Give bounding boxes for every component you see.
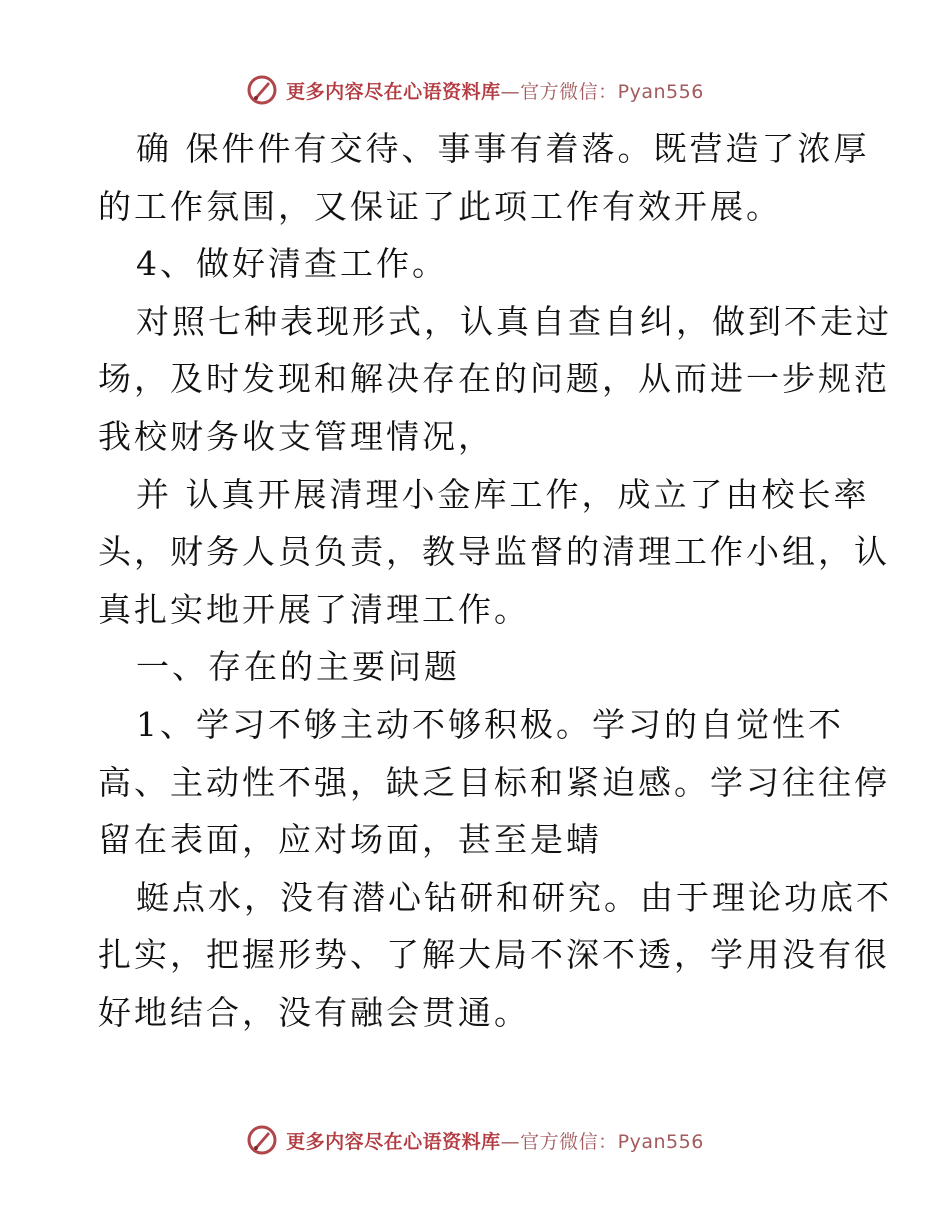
body-line: 1、学习不够主动不够积极。学习的自觉性不 — [136, 704, 844, 744]
body-line: 确 保件件有交待、事事有着落。既营造了浓厚 — [136, 129, 870, 168]
body-line: 的工作氛围，又保证了此项工作有效开展。 — [98, 186, 782, 226]
body-line: 场，及时发现和解决存在的问题，从而进一步规范 — [98, 359, 890, 399]
footer-banner-text — [286, 1127, 704, 1154]
footer-banner — [0, 1120, 950, 1160]
footer-brand: 更多内容尽在心语资料库 — [286, 1130, 501, 1153]
footer-wechat: —官方微信：Pyan556 — [500, 1130, 704, 1153]
header-wechat: —官方微信：Pyan556 — [500, 80, 704, 103]
section-heading: 4、做好清查工作。 — [136, 244, 448, 284]
section-heading: 一、存在的主要问题 — [136, 647, 460, 687]
body-line: 好地结合，没有融会贯通。 — [98, 992, 530, 1032]
quill-logo-icon — [246, 74, 278, 106]
body-line: 留在表面，应对场面，甚至是蜻 — [98, 820, 602, 860]
header-banner — [0, 70, 950, 110]
header-banner-text — [286, 77, 704, 104]
body-line: 头，财务人员负责，教导监督的清理工作小组，认 — [98, 532, 890, 572]
document-body — [98, 120, 892, 1042]
body-line: 真扎实地开展了清理工作。 — [98, 589, 530, 629]
body-line: 我校财务收支管理情况， — [98, 416, 494, 456]
quill-logo-icon — [246, 1124, 278, 1156]
header-brand: 更多内容尽在心语资料库 — [286, 80, 501, 103]
body-line: 高、主动性不强，缺乏目标和紧迫感。学习往往停 — [98, 762, 890, 802]
body-line: 并 认真开展清理小金库工作，成立了由校长率 — [136, 474, 870, 514]
body-line: 扎实，把握形势、了解大局不深不透，学用没有很 — [98, 935, 890, 975]
body-line: 蜓点水，没有潜心钻研和研究。由于理论功底不 — [136, 877, 892, 917]
body-line: 对照七种表现形式，认真自查自纠，做到不走过 — [136, 301, 892, 341]
